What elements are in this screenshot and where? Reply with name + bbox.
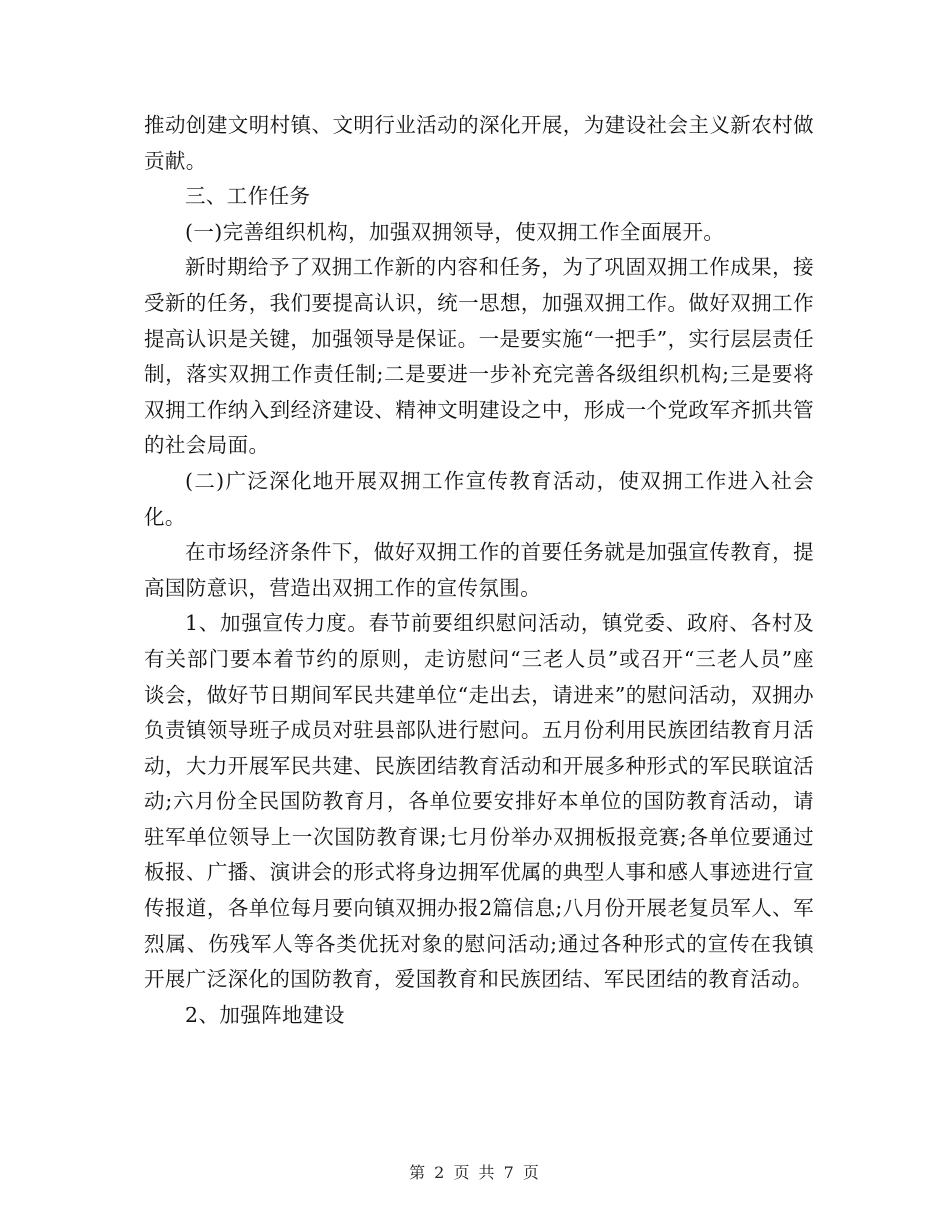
subsection-heading-2: (二)广泛深化地开展双拥工作宣传教育活动，使双拥工作进入社会化。 bbox=[144, 468, 814, 529]
page-number-footer: 第 2 页 共 7 页 bbox=[409, 1163, 541, 1182]
subsection-heading-1: (一)完善组织机构，加强双拥领导，使双拥工作全面展开。 bbox=[185, 219, 725, 244]
document-body bbox=[144, 108, 814, 1033]
paragraph-body: 新时期给予了双拥工作新的内容和任务，为了巩固双拥工作成果，接受新的任务，我们要提高认识，统一思想，加强双拥工作。做好双拥工作提高认识是关键，加强领导是保证。一是要实施“一把手”，实行层层责任制，落实双拥工作责任制;二是要进一步补充完善各级组织机构;三是要将双拥工作纳入到经济建设、精神文明建设之中，形成一个党政军齐抓共管的社会局面。 bbox=[144, 255, 814, 458]
list-item-publicity: 1、加强宣传力度。春节前要组织慰问活动，镇党委、政府、各村及有关部门要本着节约的原则，走访慰问“三老人员”或召开“三老人员”座谈会，做好节日期间军民共建单位“走出去，请进来”的慰问活动，双拥办负责镇领导班子成员对驻县部队进行慰问。五月份利用民族团结教育月活动，大力开展军民共建、民族团结教育活动和开展多种形式的军民联谊活动;六月份全民国防教育月，各单位要安排好本单位的国防教育活动，请驻军单位领导上一次国防教育课;七月份举办双拥板报竞赛;各单位要通过板报、广播、演讲会的形式将身边拥军优属的典型人事和感人事迹进行宣传报道，各单位每月要向镇双拥办报2篇信息;八月份开展老复员军人、军烈属、伤残军人等各类优抚对象的慰问活动;通过各种形式的宣传在我镇开展广泛深化的国防教育，爱国教育和民族团结、军民团结的教育活动。 bbox=[144, 611, 814, 992]
section-heading-work-tasks: 三、工作任务 bbox=[185, 184, 311, 209]
list-item-position-building: 2、加强阵地建设 bbox=[185, 1002, 345, 1027]
paragraph-continuation: 推动创建文明村镇、文明行业活动的深化开展，为建设社会主义新农村做贡献。 bbox=[144, 113, 814, 173]
paragraph-body: 在市场经济条件下，做好双拥工作的首要任务就是加强宣传教育，提高国防意识，营造出双拥工作的宣传氛围。 bbox=[144, 540, 814, 600]
